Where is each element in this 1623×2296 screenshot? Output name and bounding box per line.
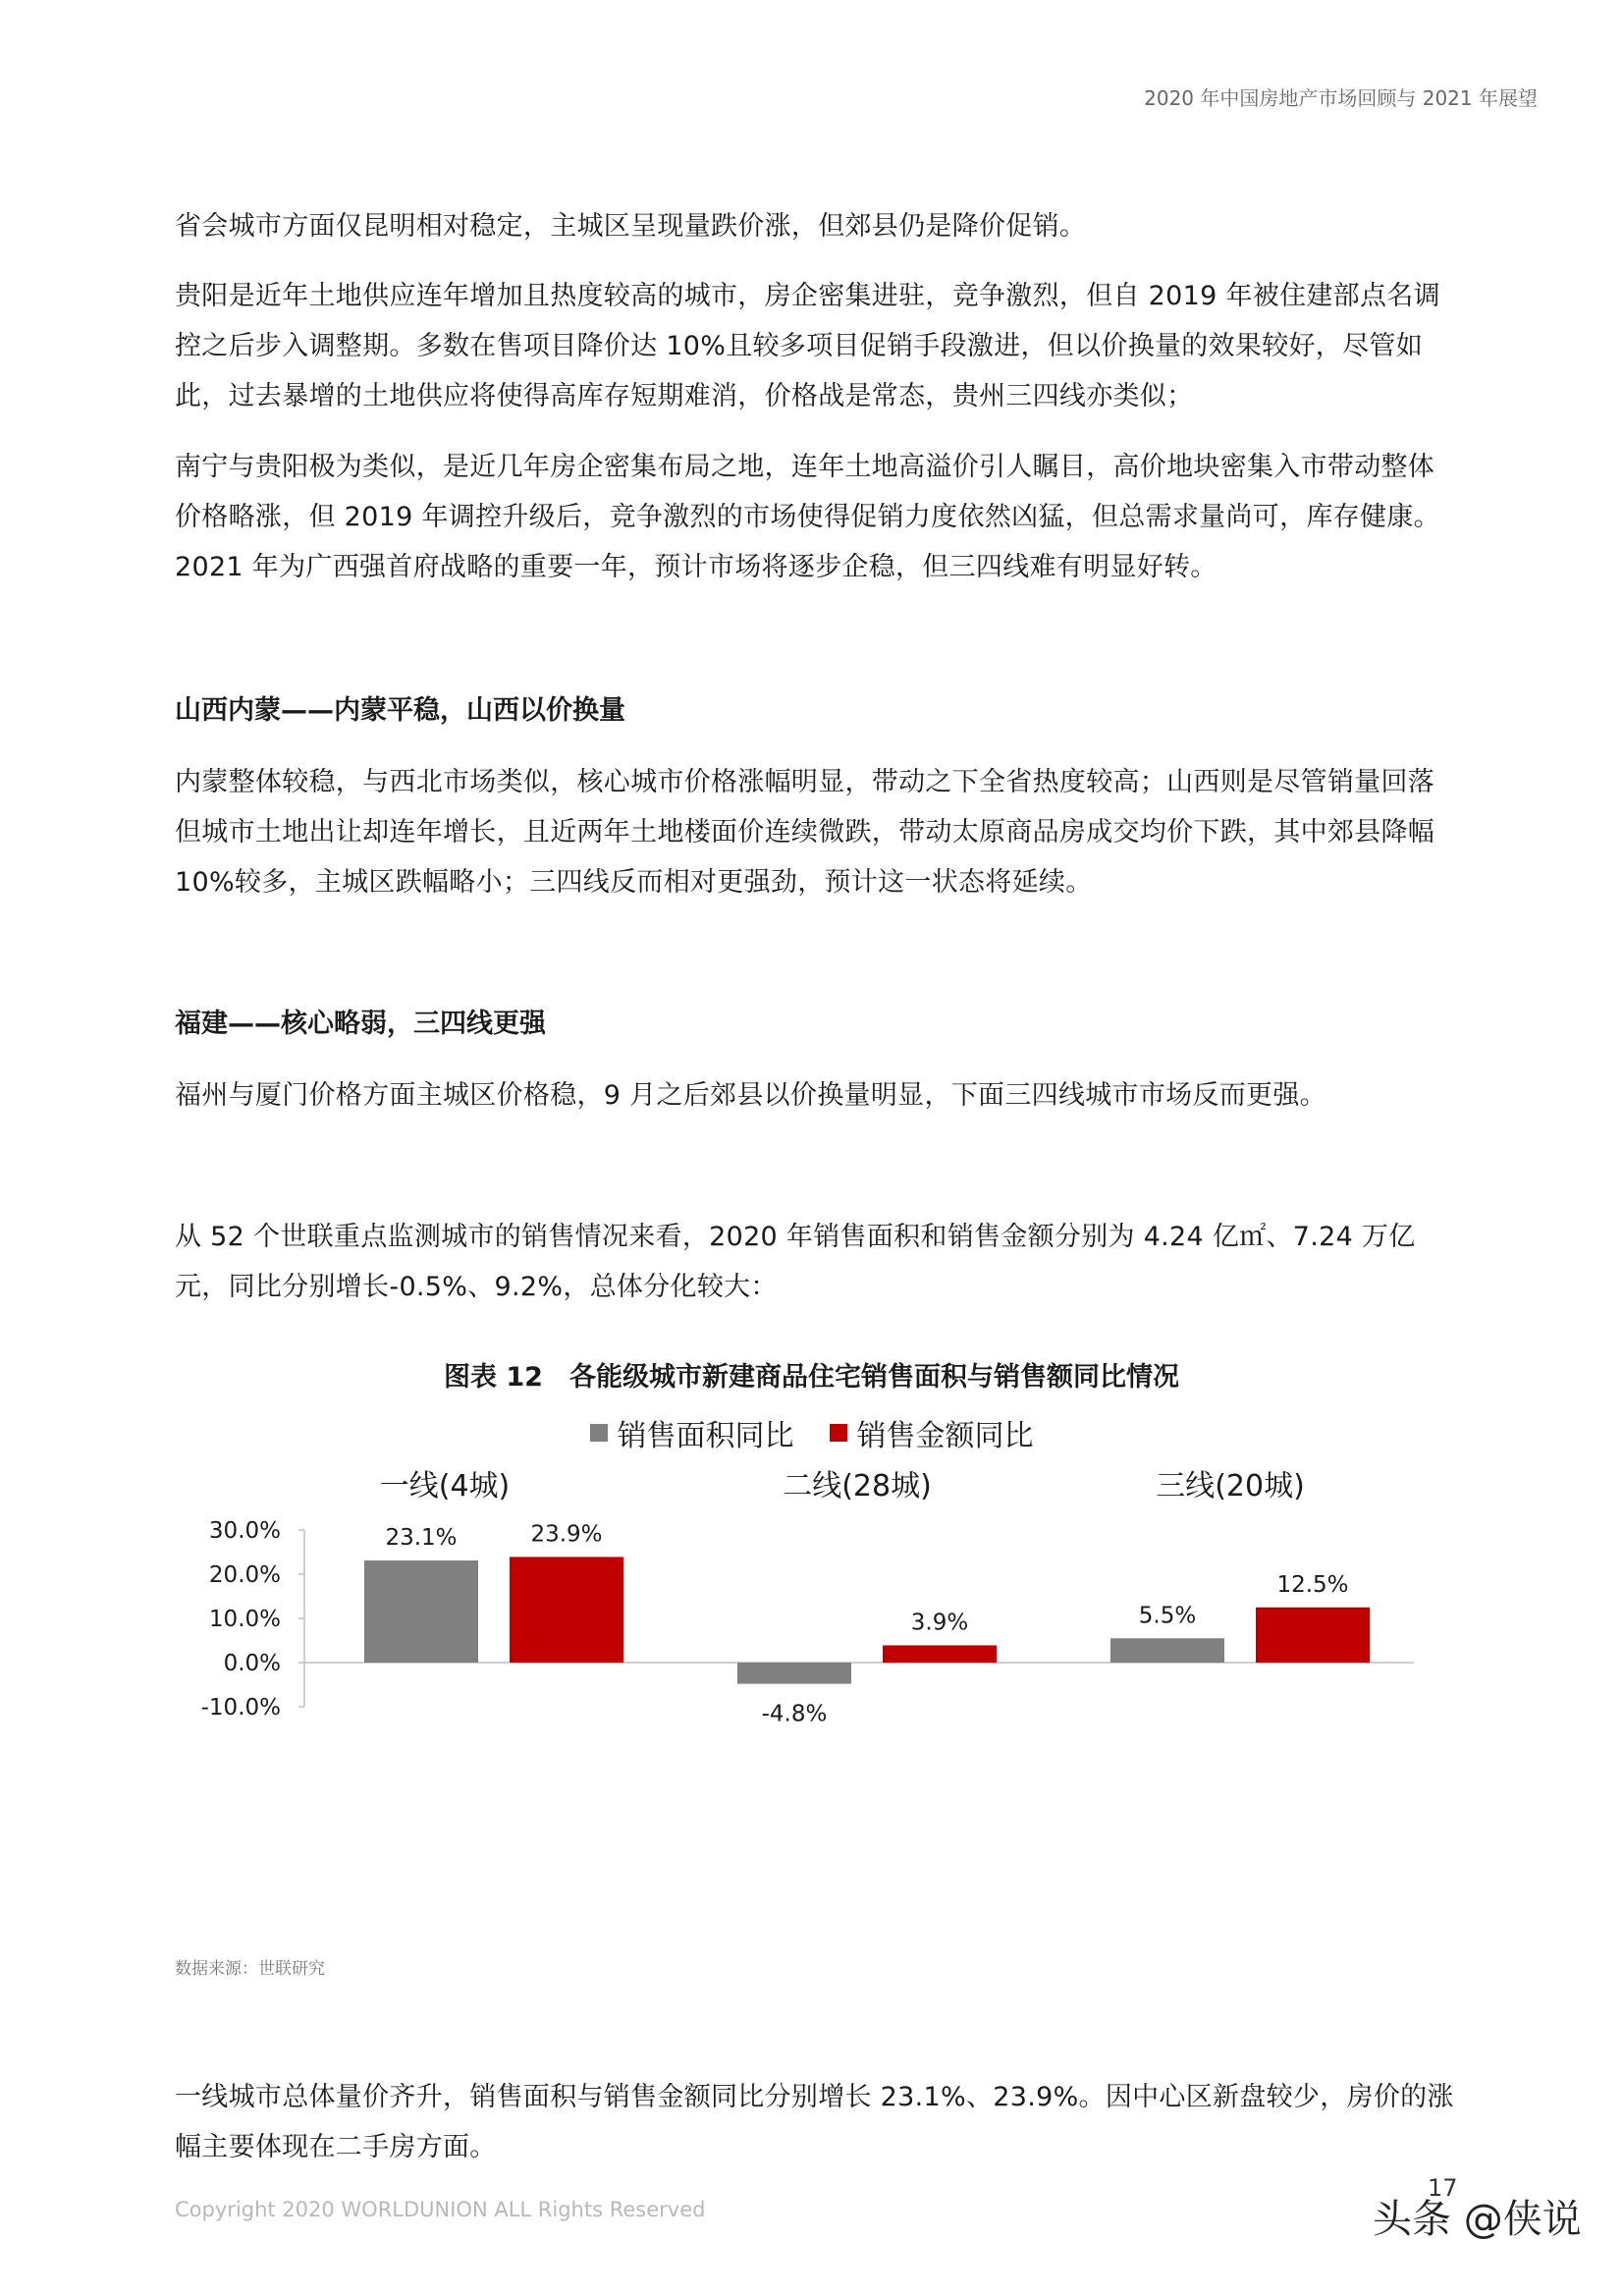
data-label-area-2: 5.5% (1138, 1603, 1197, 1629)
legend-swatch-area (590, 1424, 608, 1442)
chart-title: 图表 12 各能级城市新建商品住宅销售面积与销售额同比情况 (444, 1362, 1179, 1393)
paragraph-nanning: 南宁与贵阳极为类似，是近几年房企密集布局之地，连年土地高溢价引人瞩目，高价地块密集入市带动整体价格略涨，但 2019 年调控升级后，竞争激烈的市场使得促销力度依然凶猛，但总需求量尚可，库存健康。2021 年为广西强首府战略的重要一年，预计市场将逐步企稳，但三四线难有明显好转。 (175, 452, 1440, 582)
data-label-area-1: -4.8% (761, 1701, 828, 1727)
bar-chart (167, 1493, 1463, 1827)
footer-copyright: Copyright 2020 WORLDUNION ALL Rights Reserved (175, 2198, 706, 2221)
page-number: 17 (1428, 2174, 1458, 2202)
bar-area-2 (1110, 1638, 1224, 1663)
data-label-amount-0: 23.9% (530, 1521, 603, 1548)
watermark-text: 头条 @侠说 (1373, 2197, 1582, 2242)
bar-amount-0 (510, 1557, 623, 1663)
paragraph-fujian: 福州与厦门价格方面主城区价格稳，9 月之后郊县以价换量明显，下面三四线城市市场反而更强。 (175, 1080, 1326, 1111)
page-header-title: 2020 年中国房地产市场回顾与 2021 年展望 (1144, 86, 1538, 110)
paragraph-tier1-summary: 一线城市总体量价齐升，销售面积与销售金额同比分别增长 23.1%、23.9%。因中心区新盘较少，房价的涨幅主要体现在二手房方面。 (175, 2082, 1454, 2162)
chart-legend (0, 1411, 1623, 1454)
y-tick-label: 20.0% (208, 1562, 281, 1588)
data-label-amount-1: 3.9% (910, 1610, 969, 1636)
section-heading-fujian: 福建——核心略弱，三四线更强 (175, 1009, 546, 1039)
bar-amount-1 (883, 1645, 997, 1663)
legend-item-amount (830, 1411, 1034, 1454)
y-tick-label: 0.0% (223, 1651, 281, 1676)
paragraph-52-cities: 从 52 个世联重点监测城市的销售情况来看，2020 年销售面积和销售金额分别为 4.24 亿㎡、7.24 万亿元，同比分别增长-0.5%、9.2%，总体分化较大： (175, 1222, 1416, 1302)
group-label-tier2: 二线(28城) (783, 1469, 932, 1503)
data-label-area-0: 23.1% (385, 1525, 458, 1552)
legend-item-area (590, 1411, 794, 1454)
y-tick-label: 30.0% (208, 1518, 281, 1544)
group-label-tier3: 三线(20城) (1156, 1469, 1305, 1503)
legend-label-amount: 销售金额同比 (856, 1419, 1034, 1453)
paragraph-shanxi-neimeng: 内蒙整体较稳，与西北市场类似，核心城市价格涨幅明显，带动之下全省热度较高；山西则是尽管销量回落但城市土地出让却连年增长，且近两年土地楼面价连续微跌，带动太原商品房成交均价下跌，其中郊县降幅 10%较多，主城区跌幅略小；三四线反而相对更强劲，预计这一状态将延续。 (175, 767, 1435, 898)
paragraph-kunming: 省会城市方面仅昆明相对稳定，主城区呈现量跌价涨，但郊县仍是降价促销。 (175, 211, 1087, 242)
legend-swatch-amount (830, 1424, 847, 1442)
chart-source: 数据来源：世联研究 (175, 1959, 325, 1979)
bar-area-0 (364, 1560, 478, 1663)
y-tick-label: -10.0% (200, 1695, 281, 1721)
section-heading-shanxi-neimeng: 山西内蒙——内蒙平稳，山西以价换量 (175, 695, 625, 726)
group-label-tier1: 一线(4城) (379, 1469, 511, 1503)
y-tick-label: 10.0% (208, 1607, 281, 1632)
data-label-amount-2: 12.5% (1276, 1571, 1349, 1598)
paragraph-guiyang: 贵阳是近年土地供应连年增加且热度较高的城市，房企密集进驻，竞争激烈，但自 2019 年被住建部点名调控之后步入调整期。多数在售项目降价达 10%且较多项目促销手段激进，但以价换量的效果较好，尽管如此，过去暴增的土地供应将使得高库存短期难消，价格战是常态，贵州三四线亦类似； (175, 281, 1440, 411)
legend-label-area: 销售面积同比 (617, 1419, 794, 1453)
bar-area-1 (737, 1663, 851, 1684)
bar-amount-2 (1256, 1608, 1370, 1663)
